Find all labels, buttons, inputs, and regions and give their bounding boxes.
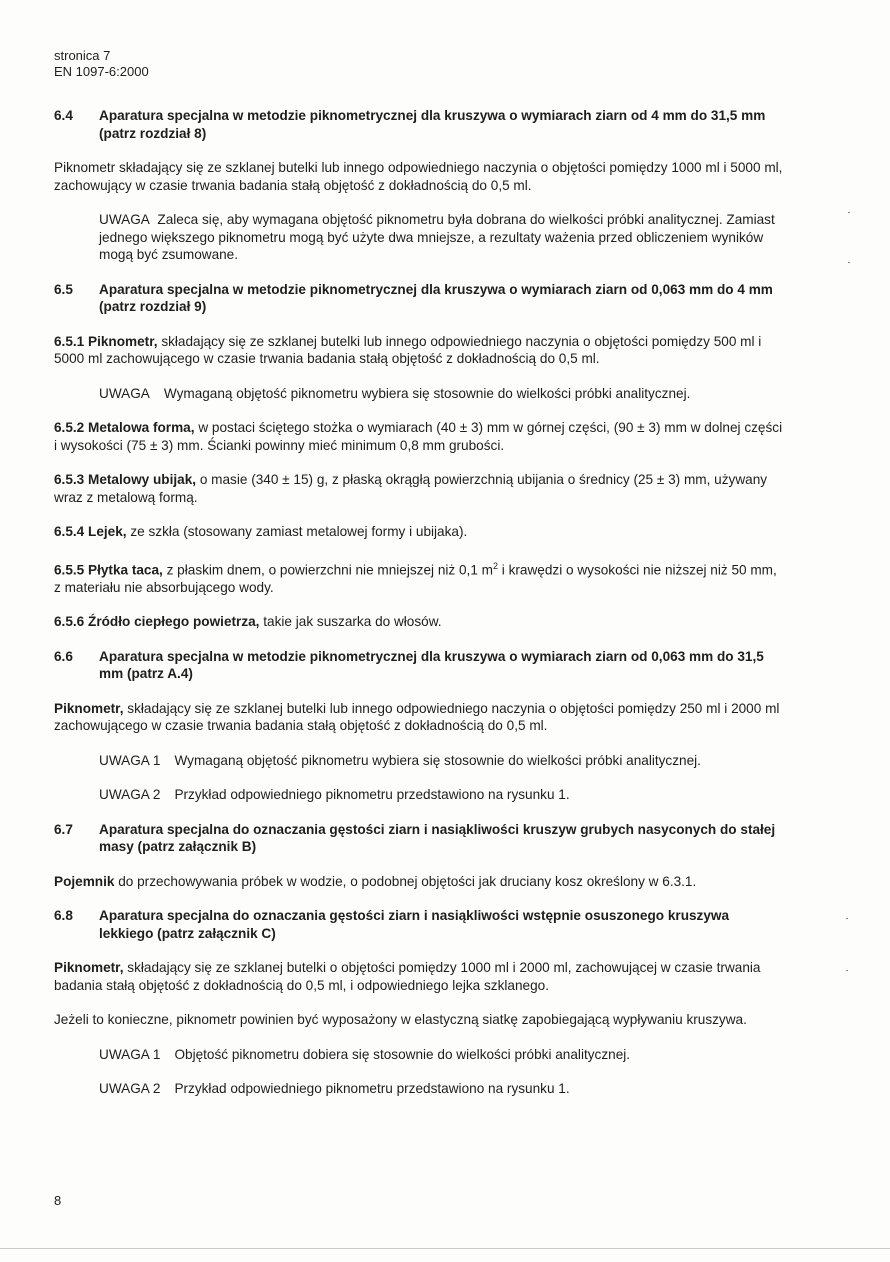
clause-term: Metalowa forma, [88,420,195,435]
document-body [54,107,786,1115]
paragraph: Piknometr składający się ze szklanej butelki lub innego odpowiedniego naczynia o objętości pomiędzy 1000 ml i 5000 ml, zachowujący w czasie trwania badania stałą objętość z dokładnością do 0,5 ml. [54,160,783,193]
scan-speck [846,970,848,971]
clause-6-5-4 [54,523,786,541]
note-label: UWAGA [99,385,150,401]
section-title: Aparatura specjalna do oznaczania gęstości ziarn i nasiąkliwości wstępnie osuszonego kruszywa lekkiego (patrz załącznik C) [99,908,730,941]
section-number: 6.5 [54,281,73,297]
clause-text: ze szkła (stosowany zamiast metalowej formy i ubijaka). [130,524,468,539]
clause-6-5-6 [54,613,786,631]
scan-speck [848,262,850,263]
section-number: 6.6 [54,648,73,664]
note-2 [99,1080,786,1098]
page-number: 8 [54,1193,62,1208]
clause-6-5-2 [54,419,786,454]
clause-6-5-1 [54,333,786,368]
note-label: UWAGA 2 [99,1081,161,1097]
note-text: Wymaganą objętość piknometru wybiera się stosownie do wielkości próbki analitycznej. [163,385,691,401]
note [99,211,786,264]
scan-edge-line [0,1248,890,1249]
clause-text: składający się ze szklanej butelki o objętości pomiędzy 1000 ml i 2000 ml, zachowującej w czasie trwania badania stałą objętość z dokładnością do 0,5 ml, i odpowiedniego lejka szklanego. [54,960,761,993]
clause-text: do przechowywania próbek w wodzie, o podobnej objętości jak druciany kosz określony w 6.3.1. [118,873,697,889]
clause-text: takie jak suszarka do włosów. [263,614,442,630]
clause-term: Lejek, [88,524,127,539]
scan-speck [846,918,848,919]
clause-text: w postaci ściętego stożka o wymiarach (40 ± 3) mm w górnej części, (90 ± 3) mm w dolnej części i wysokości (75 ± 3) mm. Ścianki powinny mieć minimum 0,8 mm grubości. [54,420,783,453]
clause-term: Metalowy ubijak, [88,472,197,487]
note-text: Zaleca się, aby wymagana objętość piknometru była dobrana do wielkości próbki analitycznej. Zamiast jednego większego piknometru mogą być użyte dwa mniejsze, a rezultaty ważenia przed obliczeniem wyników mogą być zsumowane. [99,212,775,262]
scan-speck [848,212,850,213]
clause-number: 6.5.5 [54,562,85,578]
section-title: Aparatura specjalna w metodzie piknometrycznej dla kruszywa o wymiarach ziarn od 0,063 mm do 4 mm (patrz rozdział 9) [99,281,773,314]
note-text: Przykład odpowiedniego piknometru przedstawiono na rysunku 1. [174,1081,570,1097]
clause-number: 6.5.4 [54,524,85,539]
note-text: Przykład odpowiedniego piknometru przedstawiono na rysunku 1. [174,787,570,803]
note-label: UWAGA 1 [99,1046,161,1062]
section-number: 6.7 [54,821,73,837]
section-title: Aparatura specjalna w metodzie piknometrycznej dla kruszywa o wymiarach ziarn od 4 mm do 31,5 mm (patrz rozdział 8) [99,108,766,141]
note-label: UWAGA [99,212,150,227]
clause-number: 6.5.3 [54,472,85,487]
section-title: Aparatura specjalna do oznaczania gęstości ziarn i nasiąkliwości kruszyw grubych nasyconych do stałej masy (patrz załącznik B) [99,821,776,855]
clause-term: Piknometr, [54,960,124,976]
clause-number: 6.5.2 [54,420,85,435]
clause-term: Płytka taca, [88,562,163,578]
clause-term: Pojemnik [54,873,115,889]
note-label: UWAGA 1 [99,752,161,768]
paragraph [54,700,786,735]
clause-term: Źródło ciepłego powietrza, [88,614,260,630]
section-heading-6-4 [54,107,786,142]
clause-text-continued: i krawędzi o wysokości nie niższej niż 50 mm, z materiału nie absorbującego wody. [54,562,777,595]
paragraph [54,873,786,891]
page-label: stronica 7 [54,48,111,63]
section-heading-6-6 [54,648,786,683]
note [99,385,786,403]
section-number: 6.8 [54,908,73,924]
section-heading-6-8 [54,907,786,942]
clause-number: 6.5.6 [54,614,85,630]
note-1 [99,752,786,770]
section-title: Aparatura specjalna w metodzie piknometrycznej dla kruszywa o wymiarach ziarn od 0,063 mm do 31,5 mm (patrz A.4) [99,648,764,682]
clause-6-5-5 [54,558,786,597]
note-1 [99,1046,786,1064]
clause-text: z płaskim dnem, o powierzchni nie mniejszej niż 0,1 m [166,562,493,578]
page-header [54,48,149,80]
clause-text: składający się ze szklanej butelki lub innego odpowiedniego naczynia o objętości pomiędzy 500 ml i 5000 ml zachowującego w czasie trwania badania stałą objętość z dokładnością do 0,5 ml. [54,333,762,366]
clause-6-5-3 [54,471,786,506]
note-text: Wymaganą objętość piknometru wybiera się stosownie do wielkości próbki analitycznej. [174,752,701,768]
paragraph [54,959,786,994]
note-text: Objętość piknometru dobiera się stosownie do wielkości próbki analitycznej. [174,1046,631,1062]
clause-term: Piknometr, [88,333,158,349]
note-label: UWAGA 2 [99,787,161,803]
clause-term: Piknometr, [54,700,124,716]
section-heading-6-5 [54,281,786,316]
superscript: 2 [493,560,499,571]
clause-text: o masie (340 ± 15) g, z płaską okrągłą powierzchnią ubijania o średnicy (25 ± 3) mm, używany wraz z metalową formą. [54,472,768,505]
clause-number: 6.5.1 [54,333,85,349]
clause-text: składający się ze szklanej butelki lub innego odpowiedniego naczynia o objętości pomiędzy 250 ml i 2000 ml zachowującego w czasie trwania badania stałą objętość z dokładnością do 0,5 ml. [54,700,780,734]
paragraph: Jeżeli to konieczne, piknometr powinien być wyposażony w elastyczną siatkę zapobiegającą wypływaniu kruszywa. [54,1012,747,1028]
section-heading-6-7 [54,821,786,856]
note-2 [99,786,786,804]
document-code: EN 1097-6:2000 [54,64,149,79]
section-number: 6.4 [54,108,73,123]
